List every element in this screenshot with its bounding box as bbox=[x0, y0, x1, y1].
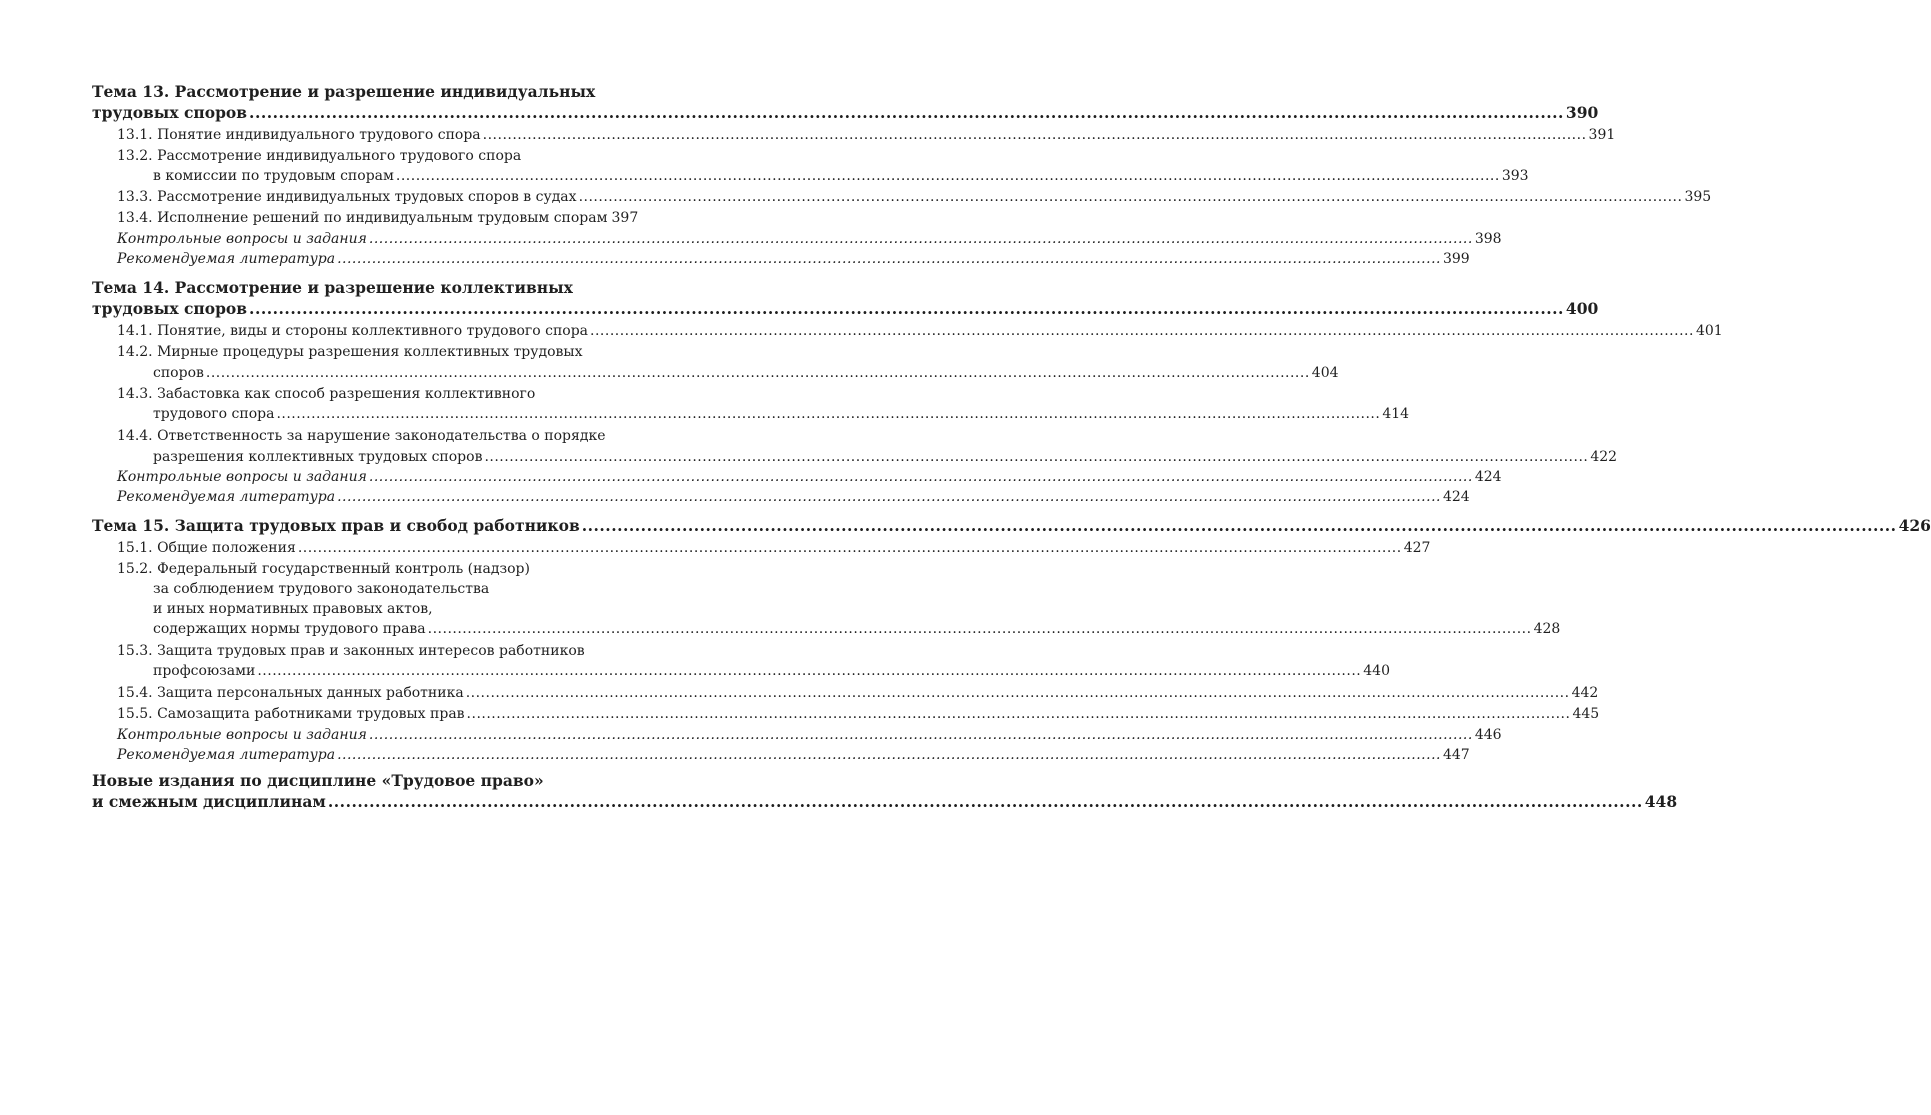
toc-section-13-4[interactable] bbox=[117, 210, 639, 226]
toc-entry-text: Контрольные вопросы и задания bbox=[117, 231, 367, 247]
dot-leader bbox=[276, 406, 1380, 422]
toc-entry-text: 15.4. Защита персональных данных работника bbox=[117, 685, 464, 701]
toc-entry-text: трудовых споров bbox=[92, 299, 248, 318]
toc-entry-text: Контрольные вопросы и задания bbox=[117, 727, 367, 743]
toc-section-13-2-line2[interactable] bbox=[153, 168, 1529, 184]
toc-entry-text: 14.1. Понятие, виды и стороны коллективного трудового спора bbox=[117, 323, 589, 339]
dot-leader bbox=[328, 792, 1643, 811]
toc-section-14-2-line2[interactable] bbox=[153, 365, 1339, 381]
toc-entry-text: содержащих нормы трудового права bbox=[153, 621, 426, 637]
toc-section-14-4-line2[interactable] bbox=[153, 449, 1618, 465]
toc-section-13-3[interactable] bbox=[117, 189, 1712, 205]
dot-leader bbox=[579, 189, 1683, 205]
toc-entry-text: 13.1. Понятие индивидуального трудового спора bbox=[117, 127, 481, 143]
dot-leader bbox=[206, 365, 1310, 381]
dot-leader bbox=[484, 449, 1588, 465]
toc-entry-text: Контрольные вопросы и задания bbox=[117, 469, 367, 485]
dot-leader bbox=[298, 540, 1402, 556]
dot-leader bbox=[337, 251, 1441, 267]
toc-topic-14-title-line1[interactable] bbox=[92, 278, 635, 297]
dot-leader bbox=[337, 489, 1441, 505]
toc-entry-text: Тема 13. Рассмотрение и разрешение индивидуальных bbox=[92, 82, 596, 101]
toc-page-number: 445 bbox=[1572, 706, 1600, 722]
toc-section-13-2-line1[interactable] bbox=[117, 148, 635, 164]
toc-topic-15-title[interactable] bbox=[92, 516, 1931, 535]
dot-leader bbox=[249, 299, 1564, 318]
dot-leader bbox=[590, 323, 1694, 339]
toc-section-14-3-line1[interactable] bbox=[117, 386, 635, 402]
toc-entry-text: Рекомендуемая литература bbox=[117, 489, 336, 505]
toc-page-number: 398 bbox=[1474, 231, 1502, 247]
toc-entry-text: и смежным дисциплинам bbox=[92, 792, 326, 811]
toc-literature-14[interactable] bbox=[117, 489, 1470, 505]
dot-leader bbox=[483, 127, 1587, 143]
toc-new-editions-line1[interactable] bbox=[92, 771, 635, 790]
toc-literature-13[interactable] bbox=[117, 251, 1470, 267]
toc-topic-14-title-line2[interactable] bbox=[92, 299, 1599, 318]
dot-leader bbox=[369, 231, 1473, 247]
toc-page-number: 390 bbox=[1565, 103, 1599, 122]
toc-entry-text: Рекомендуемая литература bbox=[117, 747, 336, 763]
toc-entry-text: трудовых споров bbox=[92, 103, 248, 122]
toc-entry-text: 15.1. Общие положения bbox=[117, 540, 296, 556]
toc-topic-13-title-line2[interactable] bbox=[92, 103, 1599, 122]
toc-page-number: 400 bbox=[1565, 299, 1599, 318]
toc-page-number: 391 bbox=[1588, 127, 1616, 143]
toc-section-15-2-line1[interactable] bbox=[117, 561, 635, 577]
toc-entry-text: Новые издания по дисциплине «Трудовое право» bbox=[92, 771, 544, 790]
dot-leader bbox=[467, 706, 1571, 722]
toc-page-number: 424 bbox=[1474, 469, 1502, 485]
toc-page-number: 448 bbox=[1644, 792, 1678, 811]
toc-page-number: 395 bbox=[1684, 189, 1712, 205]
toc-entry-text: и иных нормативных правовых актов, bbox=[153, 601, 433, 617]
toc-entry-text: 14.3. Забастовка как способ разрешения коллективного bbox=[117, 386, 536, 402]
toc-section-15-2-line4[interactable] bbox=[153, 621, 1561, 637]
toc-entry-text: трудового спора bbox=[153, 406, 275, 422]
toc-page-number: 422 bbox=[1590, 449, 1618, 465]
toc-topic-13-title-line1[interactable] bbox=[92, 82, 635, 101]
toc-entry-text: в комиссии по трудовым спорам bbox=[153, 168, 394, 184]
toc-entry-text: Рекомендуемая литература bbox=[117, 251, 336, 267]
toc-entry-text: 14.4. Ответственность за нарушение законодательства о порядке bbox=[117, 428, 606, 444]
toc-entry-text: Тема 15. Защита трудовых прав и свобод работников bbox=[92, 516, 580, 535]
dot-leader bbox=[582, 516, 1897, 535]
toc-section-15-4[interactable] bbox=[117, 685, 1599, 701]
toc-section-15-2-line3[interactable] bbox=[153, 601, 635, 617]
toc-section-15-3-line2[interactable] bbox=[153, 663, 1390, 679]
toc-page-number: 397 bbox=[611, 210, 639, 226]
toc-questions-13[interactable] bbox=[117, 231, 1502, 247]
toc-page-number: 399 bbox=[1442, 251, 1470, 267]
toc-section-15-5[interactable] bbox=[117, 706, 1600, 722]
toc-entry-text: 15.5. Самозащита работниками трудовых прав bbox=[117, 706, 465, 722]
toc-section-15-2-line2[interactable] bbox=[153, 581, 635, 597]
toc-entry-text: 13.2. Рассмотрение индивидуального трудового спора bbox=[117, 148, 522, 164]
toc-questions-15[interactable] bbox=[117, 727, 1502, 743]
dot-leader bbox=[337, 747, 1441, 763]
toc-page-number: 426 bbox=[1898, 516, 1931, 535]
dot-leader bbox=[249, 103, 1564, 122]
toc-entry-text: разрешения коллективных трудовых споров bbox=[153, 449, 483, 465]
toc-page-number: 447 bbox=[1442, 747, 1470, 763]
dot-leader bbox=[369, 469, 1473, 485]
dot-leader bbox=[257, 663, 1361, 679]
toc-section-15-3-line1[interactable] bbox=[117, 643, 635, 659]
toc-page-number: 446 bbox=[1474, 727, 1502, 743]
toc-entry-text: споров bbox=[153, 365, 204, 381]
toc-page-number: 404 bbox=[1311, 365, 1339, 381]
toc-entry-text: профсоюзами bbox=[153, 663, 256, 679]
toc-page-number: 427 bbox=[1403, 540, 1431, 556]
toc-section-14-3-line2[interactable] bbox=[153, 406, 1410, 422]
toc-section-15-1[interactable] bbox=[117, 540, 1431, 556]
toc-section-13-1[interactable] bbox=[117, 127, 1616, 143]
toc-section-14-4-line1[interactable] bbox=[117, 428, 635, 444]
toc-page-number: 424 bbox=[1442, 489, 1470, 505]
toc-section-14-2-line1[interactable] bbox=[117, 344, 635, 360]
toc-literature-15[interactable] bbox=[117, 747, 1470, 763]
toc-page-number: 401 bbox=[1695, 323, 1723, 339]
toc-entry-text: 15.2. Федеральный государственный контроль (надзор) bbox=[117, 561, 530, 577]
toc-page-number: 442 bbox=[1571, 685, 1599, 701]
toc-page-number: 440 bbox=[1363, 663, 1390, 679]
toc-questions-14[interactable] bbox=[117, 469, 1502, 485]
toc-entry-text: 14.2. Мирные процедуры разрешения коллективных трудовых bbox=[117, 344, 583, 360]
toc-entry-text: 13.4. Исполнение решений по индивидуальным трудовым спорам bbox=[117, 210, 608, 226]
dot-leader bbox=[369, 727, 1473, 743]
toc-new-editions-line2[interactable] bbox=[92, 792, 1678, 811]
toc-page-number: 428 bbox=[1533, 621, 1561, 637]
dot-leader bbox=[396, 168, 1500, 184]
toc-page-number: 414 bbox=[1382, 406, 1410, 422]
toc-entry-text: Тема 14. Рассмотрение и разрешение коллективных bbox=[92, 278, 573, 297]
toc-entry-text: 13.3. Рассмотрение индивидуальных трудовых споров в судах bbox=[117, 189, 577, 205]
toc-entry-text: за соблюдением трудового законодательства bbox=[153, 581, 490, 597]
dot-leader bbox=[428, 621, 1532, 637]
dot-leader bbox=[466, 685, 1570, 701]
toc-page-number: 393 bbox=[1501, 168, 1529, 184]
toc-section-14-1[interactable] bbox=[117, 323, 1723, 339]
toc-entry-text: 15.3. Защита трудовых прав и законных интересов работников bbox=[117, 643, 585, 659]
